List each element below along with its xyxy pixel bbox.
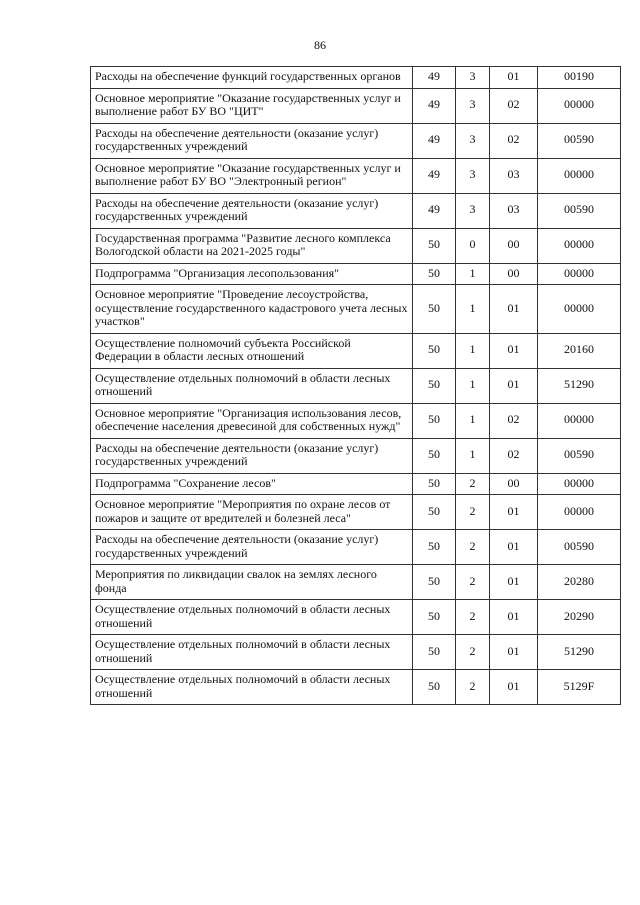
subprogram-code-cell: 3	[456, 193, 490, 228]
row-name-cell: Подпрограмма "Сохранение лесов"	[91, 473, 413, 495]
table-row	[91, 473, 621, 495]
expense-code-cell: 00590	[538, 123, 621, 158]
activity-code-cell: 01	[490, 368, 538, 403]
program-code-cell: 49	[413, 193, 456, 228]
activity-code-cell: 03	[490, 193, 538, 228]
expense-code-cell: 20280	[538, 565, 621, 600]
program-code-cell: 50	[413, 495, 456, 530]
row-name-cell: Расходы на обеспечение деятельности (оказание услуг) государственных учреждений	[91, 438, 413, 473]
row-name-cell: Основное мероприятие "Мероприятия по охране лесов от пожаров и защите от вредителей и болезней леса"	[91, 495, 413, 530]
program-code-cell: 50	[413, 403, 456, 438]
row-name-cell: Расходы на обеспечение деятельности (оказание услуг) государственных учреждений	[91, 123, 413, 158]
table-row	[91, 670, 621, 705]
row-name-cell: Расходы на обеспечение деятельности (оказание услуг) государственных учреждений	[91, 530, 413, 565]
subprogram-code-cell: 2	[456, 473, 490, 495]
activity-code-cell: 01	[490, 530, 538, 565]
expense-code-cell: 00000	[538, 473, 621, 495]
table-row	[91, 285, 621, 334]
row-name-cell: Расходы на обеспечение функций государственных органов	[91, 67, 413, 89]
activity-code-cell: 01	[490, 495, 538, 530]
activity-code-cell: 01	[490, 333, 538, 368]
program-code-cell: 49	[413, 123, 456, 158]
subprogram-code-cell: 2	[456, 670, 490, 705]
subprogram-code-cell: 1	[456, 285, 490, 334]
activity-code-cell: 00	[490, 473, 538, 495]
activity-code-cell: 00	[490, 263, 538, 285]
row-name-cell: Осуществление отдельных полномочий в области лесных отношений	[91, 600, 413, 635]
table-row	[91, 123, 621, 158]
table-row	[91, 228, 621, 263]
activity-code-cell: 02	[490, 123, 538, 158]
subprogram-code-cell: 0	[456, 228, 490, 263]
program-code-cell: 50	[413, 670, 456, 705]
row-name-cell: Основное мероприятие "Оказание государственных услуг и выполнение работ БУ ВО "Электронный регион"	[91, 158, 413, 193]
subprogram-code-cell: 3	[456, 123, 490, 158]
program-code-cell: 50	[413, 600, 456, 635]
activity-code-cell: 01	[490, 600, 538, 635]
subprogram-code-cell: 1	[456, 368, 490, 403]
expense-code-cell: 00000	[538, 403, 621, 438]
expense-code-cell: 00590	[538, 530, 621, 565]
activity-code-cell: 01	[490, 670, 538, 705]
subprogram-code-cell: 1	[456, 263, 490, 285]
table-row	[91, 565, 621, 600]
row-name-cell: Осуществление отдельных полномочий в области лесных отношений	[91, 368, 413, 403]
program-code-cell: 50	[413, 438, 456, 473]
table-row	[91, 403, 621, 438]
row-name-cell: Мероприятия по ликвидации свалок на землях лесного фонда	[91, 565, 413, 600]
subprogram-code-cell: 3	[456, 88, 490, 123]
subprogram-code-cell: 3	[456, 67, 490, 89]
expense-code-cell: 20290	[538, 600, 621, 635]
table-row	[91, 438, 621, 473]
program-code-cell: 49	[413, 158, 456, 193]
expense-code-cell: 20160	[538, 333, 621, 368]
subprogram-code-cell: 1	[456, 403, 490, 438]
expense-code-cell: 00590	[538, 438, 621, 473]
subprogram-code-cell: 2	[456, 635, 490, 670]
activity-code-cell: 01	[490, 67, 538, 89]
row-name-cell: Основное мероприятие "Организация использования лесов, обеспечение населения древесиной для собственных нужд"	[91, 403, 413, 438]
expense-code-cell: 00000	[538, 158, 621, 193]
table-row	[91, 495, 621, 530]
row-name-cell: Основное мероприятие "Проведение лесоустройства, осуществление государственного кадастрового учета лесных участков"	[91, 285, 413, 334]
page-number: 86	[314, 38, 326, 52]
expense-code-cell: 00000	[538, 495, 621, 530]
row-name-cell: Осуществление полномочий субъекта Российской Федерации в области лесных отношений	[91, 333, 413, 368]
expense-code-cell: 00000	[538, 228, 621, 263]
activity-code-cell: 01	[490, 285, 538, 334]
program-code-cell: 50	[413, 263, 456, 285]
activity-code-cell: 02	[490, 403, 538, 438]
table-row	[91, 263, 621, 285]
row-name-cell: Расходы на обеспечение деятельности (оказание услуг) государственных учреждений	[91, 193, 413, 228]
table-row	[91, 67, 621, 89]
table-row	[91, 600, 621, 635]
table-row	[91, 368, 621, 403]
row-name-cell: Государственная программа "Развитие лесного комплекса Вологодской области на 2021-2025 годы"	[91, 228, 413, 263]
activity-code-cell: 01	[490, 635, 538, 670]
expense-code-cell: 00000	[538, 88, 621, 123]
subprogram-code-cell: 3	[456, 158, 490, 193]
subprogram-code-cell: 1	[456, 333, 490, 368]
table-row	[91, 333, 621, 368]
activity-code-cell: 03	[490, 158, 538, 193]
program-code-cell: 50	[413, 565, 456, 600]
program-code-cell: 50	[413, 635, 456, 670]
expense-code-cell: 5129F	[538, 670, 621, 705]
subprogram-code-cell: 2	[456, 600, 490, 635]
row-name-cell: Осуществление отдельных полномочий в области лесных отношений	[91, 635, 413, 670]
table-row	[91, 158, 621, 193]
expense-code-cell: 00190	[538, 67, 621, 89]
program-code-cell: 50	[413, 285, 456, 334]
program-code-cell: 50	[413, 368, 456, 403]
activity-code-cell: 02	[490, 438, 538, 473]
expense-code-cell: 00590	[538, 193, 621, 228]
table-row	[91, 530, 621, 565]
activity-code-cell: 02	[490, 88, 538, 123]
program-code-cell: 50	[413, 228, 456, 263]
activity-code-cell: 01	[490, 565, 538, 600]
program-code-cell: 50	[413, 530, 456, 565]
program-code-cell: 50	[413, 333, 456, 368]
subprogram-code-cell: 2	[456, 495, 490, 530]
expense-code-cell: 51290	[538, 635, 621, 670]
table-body	[91, 67, 621, 705]
row-name-cell: Подпрограмма "Организация лесопользования"	[91, 263, 413, 285]
program-code-cell: 49	[413, 67, 456, 89]
expense-code-cell: 00000	[538, 285, 621, 334]
subprogram-code-cell: 2	[456, 530, 490, 565]
activity-code-cell: 00	[490, 228, 538, 263]
table-row	[91, 635, 621, 670]
expense-code-cell: 00000	[538, 263, 621, 285]
table-row	[91, 193, 621, 228]
row-name-cell: Основное мероприятие "Оказание государственных услуг и выполнение работ БУ ВО "ЦИТ"	[91, 88, 413, 123]
budget-classification-table	[90, 66, 621, 705]
program-code-cell: 49	[413, 88, 456, 123]
subprogram-code-cell: 1	[456, 438, 490, 473]
expense-code-cell: 51290	[538, 368, 621, 403]
table-row	[91, 88, 621, 123]
subprogram-code-cell: 2	[456, 565, 490, 600]
program-code-cell: 50	[413, 473, 456, 495]
row-name-cell: Осуществление отдельных полномочий в области лесных отношений	[91, 670, 413, 705]
